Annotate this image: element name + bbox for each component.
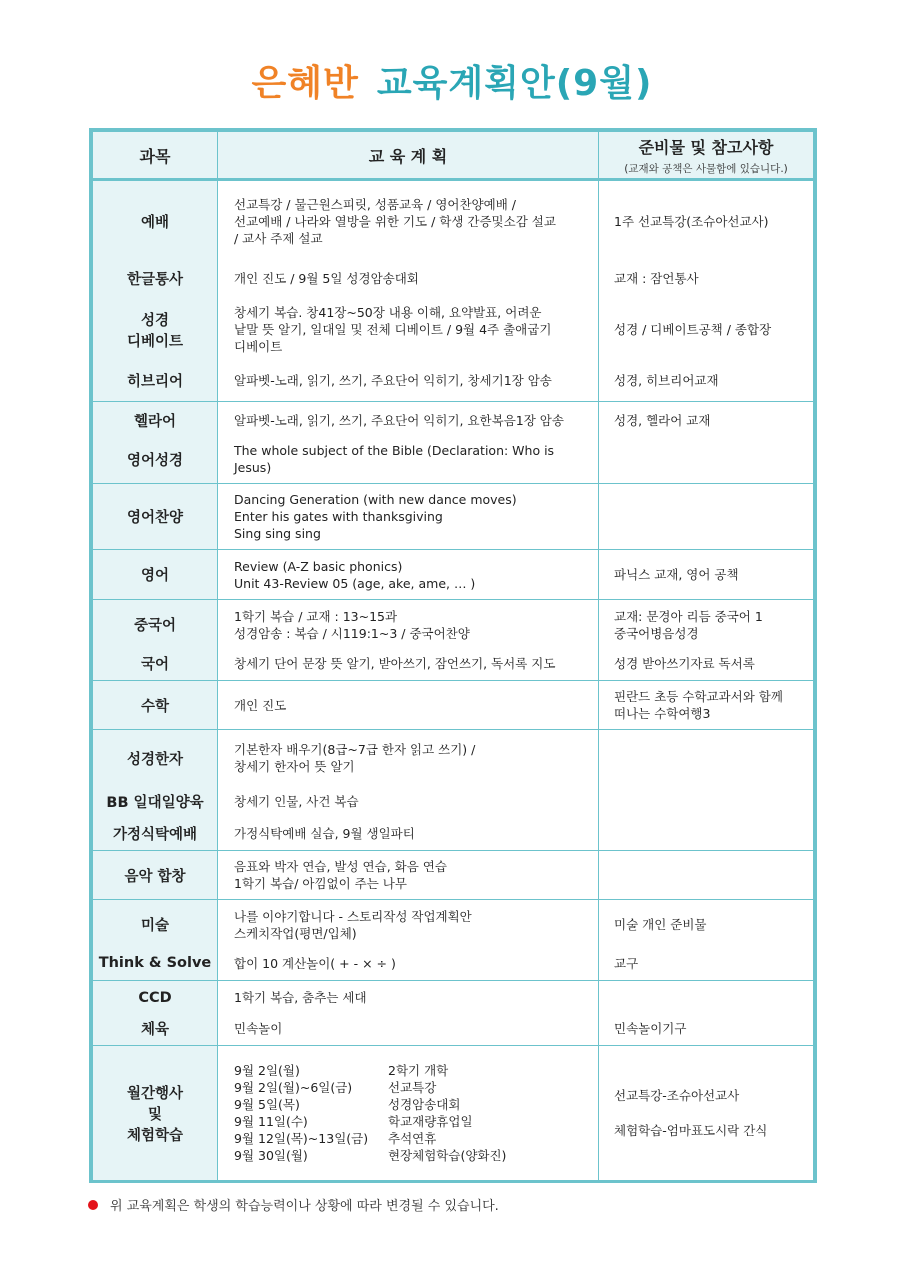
plan-text: 개인 진도 / 9월 5일 성경암송대회: [234, 270, 419, 286]
notes-cell: [599, 180, 814, 402]
notes-cell: [599, 550, 814, 600]
plan-text: Dancing Generation (with new dance moves): [234, 492, 517, 507]
subject-family-worship: 가정식탁예배: [112, 826, 198, 843]
subject-korean: 국어: [140, 656, 169, 673]
note-text: 1주 선교특강(조슈아선교사): [614, 213, 769, 229]
plan-text: Review (A-Z basic phonics): [234, 558, 403, 574]
note-text: 파닉스 교재, 영어 공책: [614, 567, 739, 582]
note-text: 성경 / 디베이트공책 / 종합장: [614, 322, 772, 338]
subject-cell: [93, 402, 218, 484]
event-date: 9월 11일(수): [234, 1114, 308, 1129]
note-text: 선교특강-조슈아선교사: [614, 1088, 740, 1103]
plan-text: 창세기 한자어 뜻 알기: [234, 759, 355, 774]
notes-cell: [599, 981, 814, 1046]
plan-cell: [218, 681, 599, 730]
event-name: 선교특강: [388, 1080, 437, 1095]
note-text: 핀란드 초등 수학교과서와 함께: [614, 689, 783, 704]
event-row: [234, 1130, 588, 1147]
note-text: 교재: 문경아 리듬 중국어 1: [614, 608, 763, 624]
plan-cell: [218, 981, 599, 1046]
plan-cell: [218, 180, 599, 402]
notes-cell: [599, 681, 814, 730]
subject-field-trip: 체험학습: [126, 1127, 184, 1144]
plan-cell: [218, 851, 599, 900]
plan-text: 성경암송 : 복습 / 시119:1~3 / 중국어찬양: [234, 625, 470, 641]
event-name: 2학기 개학: [388, 1063, 449, 1078]
header-plan: 교 육 계 획: [218, 132, 599, 180]
subject-hebrew: 히브리어: [126, 374, 184, 391]
notes-cell: [599, 900, 814, 981]
notes-cell: [599, 730, 814, 851]
table-row: [93, 851, 814, 900]
plan-text: 1학기 복습, 춤추는 세대: [234, 990, 367, 1006]
plan-cell: [218, 402, 599, 484]
footer-note: [88, 1195, 499, 1214]
event-name: 성경암송대회: [388, 1097, 461, 1112]
subject-bible: 성경: [140, 312, 169, 329]
note-text: 성경, 헬라어 교재: [614, 413, 711, 429]
notes-cell: [599, 600, 814, 681]
plan-text: 선교예배 / 나라와 열방을 위한 기도 / 학생 간증및소감 설교: [234, 213, 556, 229]
subject-art: 미술: [140, 918, 169, 935]
note-text: 교구: [614, 955, 639, 971]
subject-pe: 체육: [140, 1021, 169, 1038]
plan-text: Jesus): [234, 460, 272, 476]
plan-text: 창세기 복습. 창41장~50장 내용 이해, 요약발표, 어려운: [234, 305, 542, 321]
plan-cell: [218, 600, 599, 681]
subject-bb-mentoring: BB 일대일양육: [106, 794, 204, 811]
plan-text: 선교특강 / 물근원스피릿, 성품교육 / 영어찬양예배 /: [234, 196, 516, 212]
subject-cell: [93, 1046, 218, 1181]
plan-text: Unit 43-Review 05 (age, ake, ame, … ): [234, 575, 476, 591]
subject-and: 및: [147, 1106, 162, 1123]
table-row: [93, 981, 814, 1046]
note-text: 교재 : 잠언통사: [614, 270, 699, 286]
notes-cell: [599, 484, 814, 550]
table-row: [93, 600, 814, 681]
table-row: [93, 730, 814, 851]
subject-cell: [93, 600, 218, 681]
subject-bible-hanja: 성경한자: [126, 751, 184, 768]
notes-cell: [599, 1046, 814, 1181]
plan-text: 창세기 인물, 사건 복습: [234, 793, 359, 809]
event-row: [234, 1096, 588, 1113]
plan-table-frame: [89, 128, 817, 1183]
plan-text: 기본한자 배우기(8급~7급 한자 읽고 쓰기) /: [234, 742, 476, 757]
plan-cell: [218, 1046, 599, 1181]
subject-worship: 예배: [140, 214, 169, 231]
title-class-name: 은혜반: [251, 63, 359, 104]
event-date: 9월 5일(목): [234, 1097, 300, 1112]
header-subject: 과목: [93, 132, 218, 180]
subject-debate: 디베이트: [126, 333, 184, 350]
subject-think-solve: Think & Solve: [98, 955, 212, 972]
subject-chinese: 중국어: [133, 618, 177, 635]
subject-english-praise: 영어찬양: [93, 484, 218, 550]
table-row: [93, 900, 814, 981]
subject-music-choir: 음악 합창: [93, 851, 218, 900]
plan-text: 알파벳-노래, 읽기, 쓰기, 주요단어 익히기, 요한복음1장 암송: [234, 413, 564, 429]
subject-cell: [93, 180, 218, 402]
footer-text: 위 교육계획은 학생의 학습능력이나 상황에 따라 변경될 수 있습니다.: [110, 1199, 499, 1214]
note-text: 중국어병음성경: [614, 625, 699, 641]
table-row: [93, 550, 814, 600]
event-row: [234, 1079, 588, 1096]
table-row: [93, 681, 814, 730]
event-date: 9월 2일(월)~6일(금): [234, 1080, 353, 1095]
subject-monthly-events: 월간행사: [126, 1085, 184, 1102]
event-date: 9월 12일(목)~13일(금): [234, 1131, 369, 1146]
plan-text: 합이 10 계산놀이( + - × ÷ ): [234, 955, 396, 971]
plan-text: 디베이트: [234, 339, 283, 355]
event-row: [234, 1113, 588, 1130]
notes-cell: [599, 851, 814, 900]
plan-cell: [218, 550, 599, 600]
event-row: [234, 1062, 588, 1079]
plan-text: Enter his gates with thanksgiving: [234, 509, 443, 524]
event-name: 추석연휴: [388, 1131, 437, 1146]
plan-cell: [218, 484, 599, 550]
header-notes-title: 준비물 및 참고사항: [638, 137, 774, 157]
plan-text: 낱말 뜻 알기, 일대일 및 전체 디베이트 / 9월 4주 출애굽기: [234, 322, 552, 338]
event-name: 학교재량휴업일: [388, 1114, 473, 1129]
subject-english-bible: 영어성경: [126, 452, 184, 469]
plan-text: 가정식탁예배 실습, 9월 생일파티: [234, 825, 415, 841]
plan-text: 알파벳-노래, 읽기, 쓰기, 주요단어 익히기, 창세기1장 암송: [234, 373, 552, 389]
event-row: [234, 1147, 588, 1164]
table-row: [93, 1046, 814, 1181]
header-row: [93, 132, 814, 180]
event-date: 9월 2일(월): [234, 1063, 300, 1078]
page-title: [0, 60, 904, 108]
plan-text: Sing sing sing: [234, 526, 321, 541]
subject-ccd: CCD: [138, 989, 172, 1006]
plan-text: 1학기 복습/ 아낌없이 주는 나무: [234, 876, 407, 891]
title-plan-month: 교육계획안(9월): [376, 63, 653, 104]
note-text: 떠나는 수학여행3: [614, 706, 711, 721]
table-row: [93, 180, 814, 402]
table-row: [93, 402, 814, 484]
subject-cell: [93, 730, 218, 851]
education-plan-table: [92, 131, 814, 1181]
plan-text: The whole subject of the Bible (Declaration: Who is: [234, 443, 555, 459]
plan-text: 1학기 복습 / 교재 : 13~15과: [234, 608, 398, 624]
subject-cell: [93, 900, 218, 981]
header-notes: [599, 132, 814, 180]
note-text: 체험학습-엄마표도시락 간식: [614, 1123, 768, 1138]
plan-text: 나를 이야기합니다 - 스토리작성 작업계획안: [234, 908, 472, 924]
plan-text: / 교사 주제 설교: [234, 230, 323, 246]
event-date: 9월 30일(월): [234, 1148, 308, 1163]
subject-english: 영어: [93, 550, 218, 600]
note-text: 미술 개인 준비물: [614, 917, 707, 933]
subject-cell: [93, 981, 218, 1046]
subject-hangul: 한글통사: [126, 271, 184, 288]
plan-cell: [218, 730, 599, 851]
note-text: 성경 받아쓰기자료 독서록: [614, 655, 755, 671]
subject-greek: 헬라어: [133, 414, 177, 431]
plan-text: 개인 진도: [234, 697, 287, 713]
header-notes-sub: (교재와 공책은 사물함에 있습니다.): [624, 162, 788, 175]
note-text: 민속놀이기구: [614, 1020, 687, 1036]
plan-text: 민속놀이: [234, 1020, 283, 1036]
plan-text: 창세기 단어 문장 뜻 알기, 받아쓰기, 잠언쓰기, 독서록 지도: [234, 655, 556, 671]
notes-cell: [599, 402, 814, 484]
subject-math: 수학: [93, 681, 218, 730]
plan-text: 음표와 박자 연습, 발성 연습, 화음 연습: [234, 859, 447, 874]
note-text: 성경, 히브리어교재: [614, 373, 719, 389]
bullet-icon: [88, 1200, 98, 1210]
plan-text: 스케치작업(평면/입체): [234, 925, 357, 941]
event-name: 현장체험학습(양화진): [388, 1148, 507, 1163]
table-row: [93, 484, 814, 550]
plan-cell: [218, 900, 599, 981]
